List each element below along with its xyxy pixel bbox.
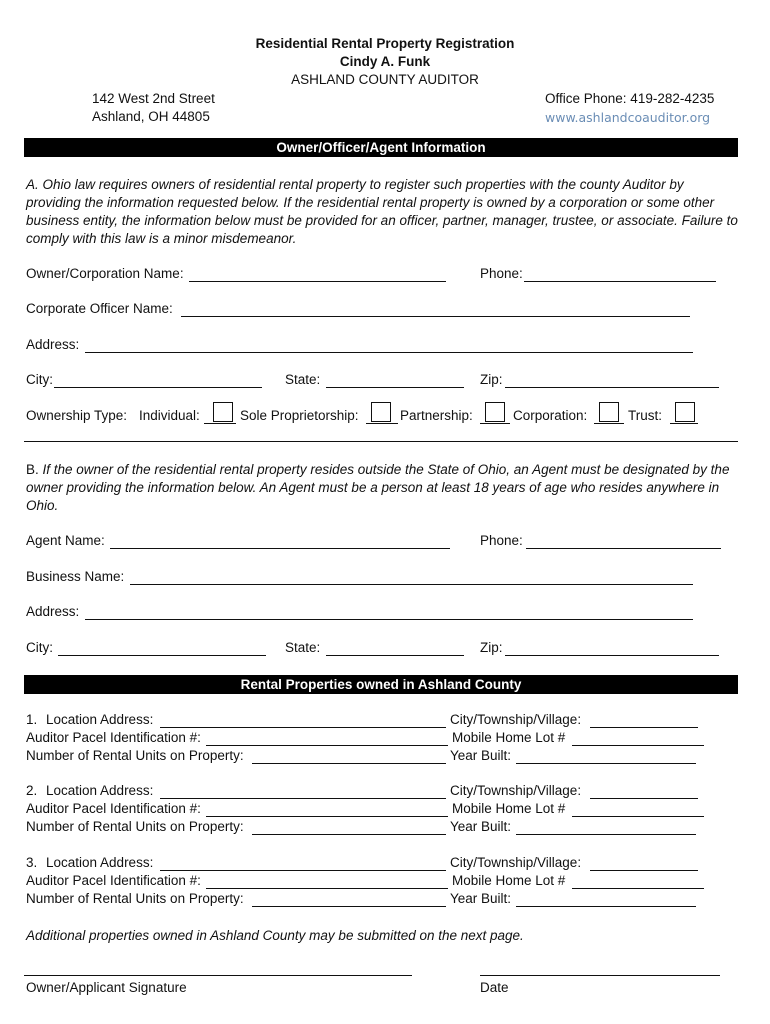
owner-state-field[interactable] [326,373,464,388]
officer-name-label: Corporate Officer Name: [26,301,173,316]
type-corporation-label: Corporation: [513,408,588,423]
units-label: Number of Rental Units on Property: [26,748,244,763]
office-phone: Office Phone: 419-282-4235 [545,91,715,106]
property-2-city-field[interactable] [590,784,698,799]
property-1-mobile-field[interactable] [572,731,704,746]
property-1-location-field[interactable] [160,713,446,728]
type-sole-prop-label: Sole Proprietorship: [240,408,359,423]
parcel-label: Auditor Pacel Identification #: [26,730,201,745]
type-partnership-label: Partnership: [400,408,473,423]
agent-zip-label: Zip: [480,640,503,655]
city-township-label: City/Township/Village: [450,712,582,727]
property-2-mobile-field[interactable] [572,802,704,817]
property-3-location-field[interactable] [160,856,446,871]
signature-label: Owner/Applicant Signature [26,980,187,995]
units-label: Number of Rental Units on Property: [26,891,244,906]
section-b-intro [26,461,738,515]
date-label: Date [480,980,509,995]
owner-name-field[interactable] [189,267,446,282]
section-b-text: If the owner of the residential rental property resides outside the State of Ohio, an Agent must be designated by the owner providing the information below. An Agent must be a person at least 18 years of age who resides anywhere in Ohio. [26,462,730,513]
individual-checkbox[interactable] [213,402,233,422]
owner-state-label: State: [285,372,321,387]
property-1-units-field[interactable] [252,749,446,764]
parcel-label: Auditor Pacel Identification #: [26,801,201,816]
city-township-label: City/Township/Village: [450,855,582,870]
owner-city-field[interactable] [54,373,262,388]
property-2-parcel-field[interactable] [206,802,448,817]
year-built-label: Year Built: [450,748,512,763]
owner-phone-label: Phone: [480,266,523,281]
property-3-units-field[interactable] [252,892,446,907]
property-3-city-field[interactable] [590,856,698,871]
location-label: Location Address: [46,712,154,727]
units-label: Number of Rental Units on Property: [26,819,244,834]
type-individual-label: Individual: [139,408,200,423]
business-name-label: Business Name: [26,569,125,584]
auditor-name: Cindy A. Funk [339,54,431,69]
agent-state-field[interactable] [326,641,464,656]
owner-name-label: Owner/Corporation Name: [26,266,184,281]
website-link[interactable]: www.ashlandcoauditor.org [545,110,711,125]
property-number: 2. [26,783,38,798]
agent-name-label: Agent Name: [26,533,105,548]
year-built-label: Year Built: [450,819,512,834]
agent-address-label: Address: [26,604,80,619]
owner-address-label: Address: [26,337,80,352]
property-number: 1. [26,712,38,727]
owner-zip-field[interactable] [505,373,719,388]
street-address: 142 West 2nd Street [92,91,215,106]
additional-properties-note: Additional properties owned in Ashland County may be submitted on the next page. [26,928,524,943]
city-township-label: City/Township/Village: [450,783,582,798]
property-1-year-field[interactable] [516,749,696,764]
type-trust-label: Trust: [628,408,663,423]
agent-phone-field[interactable] [526,534,721,549]
signature-line[interactable] [24,975,412,976]
agent-name-field[interactable] [110,534,450,549]
year-built-label: Year Built: [450,891,512,906]
owner-zip-label: Zip: [480,372,503,387]
ownership-type-label: Ownership Type: [26,408,128,423]
office-name: ASHLAND COUNTY AUDITOR [291,72,479,87]
property-3-year-field[interactable] [516,892,696,907]
property-number: 3. [26,855,38,870]
property-3-mobile-field[interactable] [572,874,704,889]
property-1-city-field[interactable] [590,713,698,728]
location-label: Location Address: [46,783,154,798]
property-2-year-field[interactable] [516,820,696,835]
mobile-home-label: Mobile Home Lot # [452,730,566,745]
mobile-home-label: Mobile Home Lot # [452,801,566,816]
parcel-label: Auditor Pacel Identification #: [26,873,201,888]
agent-zip-field[interactable] [505,641,719,656]
owner-city-label: City: [26,372,53,387]
sole-proprietorship-checkbox[interactable] [371,402,391,422]
agent-city-label: City: [26,640,53,655]
corporation-checkbox[interactable] [599,402,619,422]
section-a-intro: A. Ohio law requires owners of residential rental property to register such properties with the county Auditor by providing the information requested below. If the residential rental property is owned by a corporation or some other business entity, the information below must be provided for an officer, partner, manager, trustee, or associate. Failure to comply with this law is a minor misdemeanor. [26,177,738,246]
business-name-field[interactable] [130,570,693,585]
trust-checkbox[interactable] [675,402,695,422]
agent-state-label: State: [285,640,321,655]
section-heading-properties: Rental Properties owned in Ashland County [24,675,738,694]
agent-phone-label: Phone: [480,533,523,548]
section-b-prefix: B. [26,462,39,477]
property-1-parcel-field[interactable] [206,731,448,746]
form-title: Residential Rental Property Registration [255,36,515,51]
date-line[interactable] [480,975,720,976]
partnership-checkbox[interactable] [485,402,505,422]
city-state-zip: Ashland, OH 44805 [92,109,210,124]
location-label: Location Address: [46,855,154,870]
property-2-units-field[interactable] [252,820,446,835]
officer-name-field[interactable] [181,302,690,317]
owner-phone-field[interactable] [524,267,716,282]
property-3-parcel-field[interactable] [206,874,448,889]
property-2-location-field[interactable] [160,784,446,799]
mobile-home-label: Mobile Home Lot # [452,873,566,888]
section-heading-owner: Owner/Officer/Agent Information [24,138,738,157]
section-divider [24,441,738,442]
owner-address-field[interactable] [85,338,693,353]
agent-address-field[interactable] [85,605,693,620]
agent-city-field[interactable] [58,641,266,656]
